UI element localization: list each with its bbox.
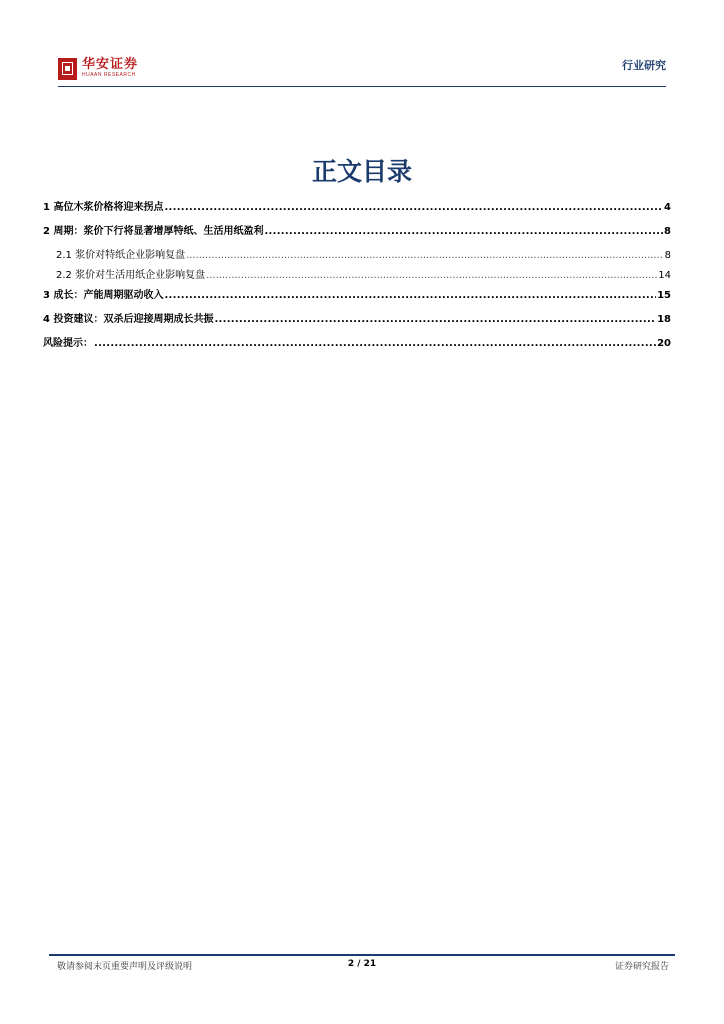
toc-entry-4[interactable] <box>43 310 671 334</box>
page-footer <box>49 954 675 975</box>
dot-leader <box>164 202 663 213</box>
toc-entry-text: 2.1 浆价对特纸企业影响复盘 <box>56 250 186 261</box>
toc-entry-page: 4 <box>664 202 671 213</box>
toc-entry-2-1[interactable] <box>43 246 671 266</box>
section-label: 行业研究 <box>622 59 666 72</box>
table-of-contents <box>43 198 671 358</box>
toc-entry-text: 4 投资建议：双杀后迎接周期成长共振 <box>43 314 214 325</box>
company-logo <box>58 58 138 80</box>
page-number: 2 / 21 <box>347 958 377 969</box>
toc-entry-3[interactable] <box>43 286 671 310</box>
toc-entry-page: 18 <box>657 314 671 325</box>
toc-entry-1[interactable] <box>43 198 671 222</box>
toc-entry-page: 15 <box>657 290 671 301</box>
toc-entry-2[interactable] <box>43 222 671 246</box>
toc-entry-text: 2.2 浆价对生活用纸企业影响复盘 <box>56 270 206 281</box>
toc-entry-2-2[interactable] <box>43 266 671 286</box>
dot-leader <box>206 270 657 281</box>
toc-entry-text: 1 高位木浆价格将迎来拐点 <box>43 202 164 213</box>
toc-entry-page: 8 <box>664 250 671 261</box>
header-divider <box>58 86 666 87</box>
toc-title: 正文目录 <box>311 157 412 186</box>
toc-entry-page: 8 <box>664 226 671 237</box>
seal-icon <box>58 58 77 80</box>
toc-entry-text: 3 成长：产能周期驱动收入 <box>43 290 164 301</box>
footer-disclaimer: 敬请参阅末页重要声明及评级说明 <box>57 961 193 972</box>
report-type: 证券研究报告 <box>614 961 669 972</box>
dot-leader <box>94 338 656 349</box>
page-header <box>58 58 666 88</box>
logo-name: 华安证券 <box>82 57 139 72</box>
toc-entry-text: 风险提示： <box>43 338 93 349</box>
footer-divider <box>49 954 675 956</box>
toc-entry-page: 20 <box>657 338 671 349</box>
toc-entry-page: 14 <box>658 270 671 281</box>
toc-entry-text: 2 周期：浆价下行将显著增厚特纸、生活用纸盈利 <box>43 226 264 237</box>
dot-leader <box>264 226 663 237</box>
logo-subtitle: HUAAN RESEARCH <box>82 72 136 78</box>
dot-leader <box>186 250 664 261</box>
dot-leader <box>214 314 656 325</box>
dot-leader <box>164 290 656 301</box>
toc-entry-risk[interactable] <box>43 334 671 358</box>
